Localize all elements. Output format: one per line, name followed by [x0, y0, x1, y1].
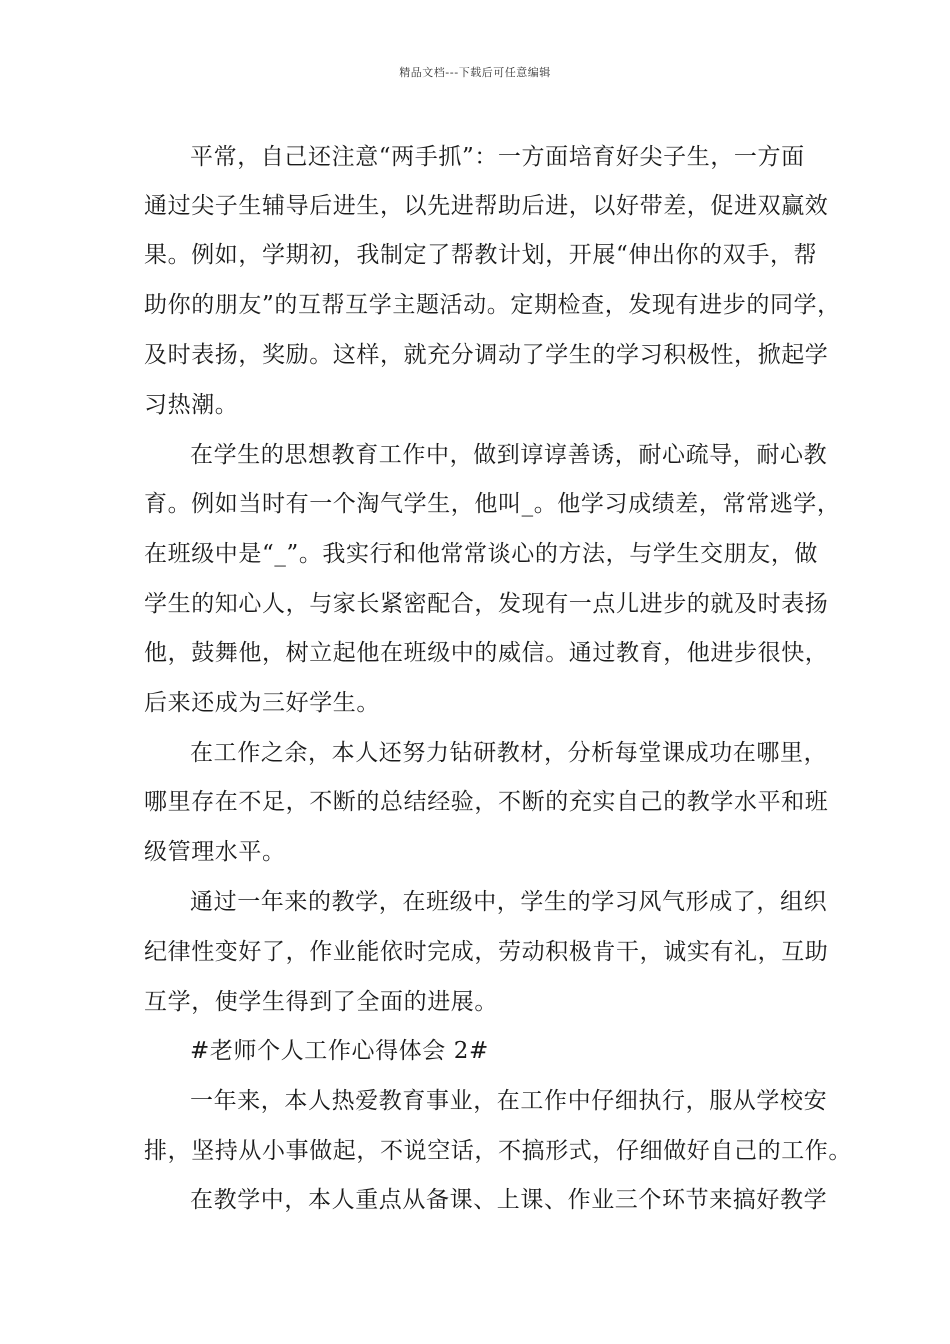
- text-line: 在学生的思想教育工作中，做到谆谆善诱，耐心疏导，耐心教: [190, 442, 828, 468]
- text-line: 一年来，本人热爱教育事业，在工作中仔细执行，服从学校安: [190, 1088, 828, 1114]
- text-line: 纪律性变好了，作业能依时完成，劳动积极肯干，诚实有礼，互助: [144, 939, 829, 965]
- text-line: 果。例如，学期初，我制定了帮教计划，开展“伸出你的双手，帮: [144, 242, 818, 268]
- text-line: 在教学中，本人重点从备课、上课、作业三个环节来搞好教学: [190, 1187, 828, 1213]
- text-line: 在工作之余，本人还努力钻研教材，分析每堂课成功在哪里，: [190, 740, 828, 766]
- text-line: 及时表扬，奖励。这样，就充分调动了学生的学习积极性，掀起学: [144, 342, 829, 368]
- text-line: 后来还成为三好学生。: [144, 690, 380, 716]
- text-line: 平常，自己还注意“两手抓”：一方面培育好尖子生，一方面: [190, 144, 805, 170]
- text-line: 他，鼓舞他，树立起他在班级中的威信。通过教育，他进步很快，: [144, 640, 829, 666]
- text-line: 在班级中是“_”。我实行和他常常谈心的方法，与学生交朋友，做: [144, 541, 819, 567]
- text-line: 排，坚持从小事做起，不说空话，不搞形式，仔细做好自己的工作。: [144, 1138, 852, 1164]
- text-line: 级管理水平。: [144, 839, 286, 865]
- text-line: 互学，使学生得到了全面的进展。: [144, 989, 498, 1015]
- text-line: 通过一年来的教学，在班级中，学生的学习风气形成了，组织: [190, 889, 828, 915]
- text-line: 助你的朋友”的互帮互学主题活动。定期检查，发现有进步的同学，: [144, 292, 841, 318]
- text-line: 习热潮。: [144, 392, 239, 418]
- text-line: 通过尖子生辅导后进生，以先进帮助后进，以好带差，促进双赢效: [144, 193, 829, 219]
- text-line: 哪里存在不足，不断的总结经验，不断的充实自己的教学水平和班: [144, 789, 829, 815]
- text-line: 育。例如当时有一个淘气学生，他叫_。他学习成绩差，常常逃学，: [144, 491, 841, 517]
- section-heading: #老师个人工作心得体会 2#: [190, 1038, 489, 1064]
- text-line: 学生的知心人，与家长紧密配合，发现有一点儿进步的就及时表扬: [144, 591, 829, 617]
- page-header: 精品文档---下载后可任意编辑: [399, 66, 551, 79]
